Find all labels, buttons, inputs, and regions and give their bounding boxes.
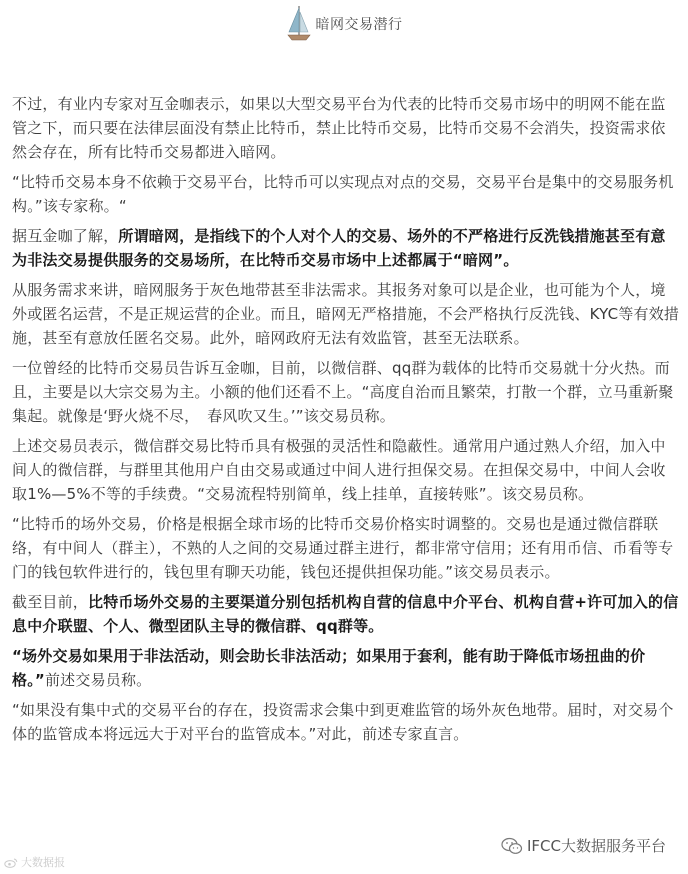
wechat-icon (501, 837, 523, 855)
text-run: 从服务需求来讲，暗网服务于灰色地带甚至非法需求。其报务对象可以是企业，也可能为个人，境外或匿名运营，不是正规运营的企业。而且，暗网无严格措施，不会严格执行反洗钱、KYC等有效措施，甚至有意放任匿名交易。此外，暗网政府无法有效监管，甚至无法联系。 (12, 281, 680, 347)
paragraph (12, 434, 680, 506)
article-header (0, 0, 688, 46)
text-run: 截至目前， (12, 593, 89, 611)
source-name: IFCC大数据服务平台 (527, 837, 666, 855)
bold-text: 所谓暗网，是指线下的个人对个人的交易、场外的不严格进行反洗钱措施甚至有意为非法交易提供服务的交易场所，在比特币交易市场中上述都属于“暗网”。 (12, 227, 666, 269)
bold-text: “场外交易如果用于非法活动，则会助长非法活动；如果用于套利，能有助于降低市场扭曲的价格。” (12, 647, 646, 689)
text-run: 前述交易员称。 (44, 671, 152, 689)
paragraph (12, 698, 680, 746)
paragraph (12, 224, 680, 272)
text-run: 据互金咖了解， (12, 227, 119, 245)
text-run: 一位曾经的比特币交易员告诉互金咖，目前，以微信群、qq群为载体的比特币交易就十分火热。而且，主要是以大宗交易为主。小额的他们还看不上。“高度自治而且繁荣，打散一个群，立马重新聚集起。就像是‘野火烧不尽， 春风吹又生。’”该交易员称。 (12, 359, 674, 425)
paragraph (12, 170, 680, 218)
paragraph (12, 644, 680, 692)
text-run: “如果没有集中式的交易平台的存在，投资需求会集中到更难监管的场外灰色地带。届时，对交易个体的监管成本将远远大于对平台的监管成本。”对此，前述专家直言。 (12, 701, 674, 743)
header-group (286, 4, 403, 42)
watermark-left-text: 大数据报 (21, 856, 65, 869)
paragraph (12, 92, 680, 164)
header-title: 暗网交易潜行 (315, 17, 403, 33)
bold-text: 比特币场外交易的主要渠道分别包括机构自营的信息中介平台、机构自营+许可加入的信息中介联盟、个人、微型团队主导的微信群、qq群等。 (12, 593, 679, 635)
text-run: “比特币的场外交易，价格是根据全球市场的比特币交易价格实时调整的。交易也是通过微信群联络，有中间人（群主），不熟的人之间的交易通过群主进行，都非常守信用；还有用币信、币看等专门的钱包软件进行的，钱包里有聊天功能，钱包还提供担保功能。”该交易员表示。 (12, 515, 674, 581)
paragraph (12, 356, 680, 428)
paragraph (12, 512, 680, 584)
text-run: “比特币交易本身不依赖于交易平台，比特币可以实现点对点的交易，交易平台是集中的交易服务机构。”该专家称。“ (12, 173, 674, 215)
sailboat-icon (286, 4, 312, 42)
paragraph (12, 590, 680, 638)
weibo-icon (4, 857, 18, 868)
text-run: 不过，有业内专家对互金咖表示，如果以大型交易平台为代表的比特币交易市场中的明网不能在监管之下，而只要在法律层面没有禁止比特币，禁止比特币交易，比特币交易不会消失，投资需求依然会存在，所有比特币交易都进入暗网。 (12, 95, 666, 161)
source-watermark (501, 835, 666, 856)
text-run: 上述交易员表示，微信群交易比特币具有极强的灵活性和隐蔽性。通常用户通过熟人介绍，加入中间人的微信群，与群里其他用户自由交易或通过中间人进行担保交易。在担保交易中，中间人会收取1%—5%不等的手续费。“交易流程特别简单，线上挂单，直接转账”。该交易员称。 (12, 437, 666, 503)
article-body (12, 92, 680, 752)
paragraph (12, 278, 680, 350)
watermark-left (4, 854, 65, 870)
